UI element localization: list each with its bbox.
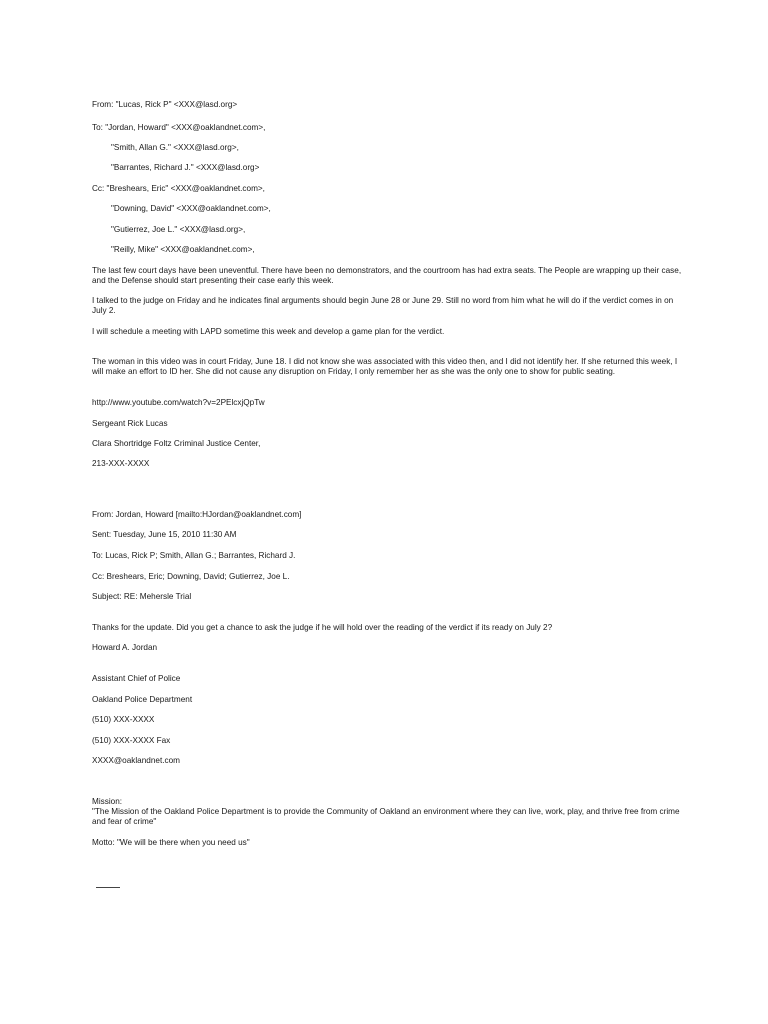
email1-cc-line-4: "Reilly, Mike" <XXX@oaklandnet.com>,: [111, 245, 255, 254]
email1-cc-line-2: "Downing, David" <XXX@oaklandnet.com>,: [111, 204, 271, 213]
email2-from: From: Jordan, Howard [mailto:HJordan@oaklandnet.com]: [92, 510, 302, 519]
email1-paragraph-3: I will schedule a meeting with LAPD sometime this week and develop a game plan for the verdict.: [92, 327, 445, 336]
email1-cc-line-1: Cc: "Breshears, Eric" <XXX@oaklandnet.com>,: [92, 184, 265, 193]
email2-subject: Subject: RE: Mehersle Trial: [92, 592, 192, 601]
email2-body: Thanks for the update. Did you get a chance to ask the judge if he will hold over the reading of the verdict if its ready on July 2?: [92, 623, 553, 632]
email1-to-line-2: "Smith, Allan G." <XXX@lasd.org>,: [111, 143, 239, 152]
email2-to: To: Lucas, Rick P; Smith, Allan G.; Barrantes, Richard J.: [92, 551, 296, 560]
email2-sig-fax: (510) XXX-XXXX Fax: [92, 736, 171, 745]
email2-cc: Cc: Breshears, Eric; Downing, David; Gutierrez, Joe L.: [92, 572, 290, 581]
email1-cc-line-3: "Gutierrez, Joe L." <XXX@lasd.org>,: [111, 225, 246, 234]
youtube-link[interactable]: http://www.youtube.com/watch?v=2PElcxjQpTw: [92, 398, 265, 407]
signature-name: Sergeant Rick Lucas: [92, 419, 168, 428]
motto: Motto: "We will be there when you need us": [92, 838, 250, 847]
signature-phone: 213-XXX-XXXX: [92, 459, 150, 468]
email2-sig-phone: (510) XXX-XXXX: [92, 715, 155, 724]
email2-sig-title: Assistant Chief of Police: [92, 674, 181, 683]
email2-sig-department: Oakland Police Department: [92, 695, 193, 704]
signature-divider: [96, 887, 120, 888]
email1-from: From: "Lucas, Rick P" <XXX@lasd.org>: [92, 100, 238, 109]
signature-location: Clara Shortridge Foltz Criminal Justice Center,: [92, 439, 261, 448]
email1-to-line-3: "Barrantes, Richard J." <XXX@lasd.org>: [111, 163, 260, 172]
mission-text: "The Mission of the Oakland Police Department is to provide the Community of Oakland an environment where they can live, work, play, and thrive free from crime and fear of crime": [92, 807, 680, 826]
email1-paragraph-4: The woman in this video was in court Friday, June 18. I did not know she was associated with this video then, and I did not identify her. If she returned this week, I will make an effort to ID her. She did not cause any disruption on Friday, I only remember her as she was the only one to show for public seating.: [92, 357, 678, 376]
email1-paragraph-2: I talked to the judge on Friday and he indicates final arguments should begin June 28 or June 29. Still no word from him what he will do if the verdict comes in on July 2.: [92, 296, 674, 315]
email2-sig-email: XXXX@oaklandnet.com: [92, 756, 180, 765]
mission-label: Mission:: [92, 797, 123, 806]
email2-sent: Sent: Tuesday, June 15, 2010 11:30 AM: [92, 530, 237, 539]
email1-paragraph-1: The last few court days have been uneventful. There have been no demonstrators, and the courtroom has had extra seats. The People are wrapping up their case, and the Defense should start presenting their case early this week.: [92, 266, 682, 285]
email1-to-line-1: To: "Jordan, Howard" <XXX@oaklandnet.com>,: [92, 123, 266, 132]
email2-sender-name: Howard A. Jordan: [92, 643, 158, 652]
